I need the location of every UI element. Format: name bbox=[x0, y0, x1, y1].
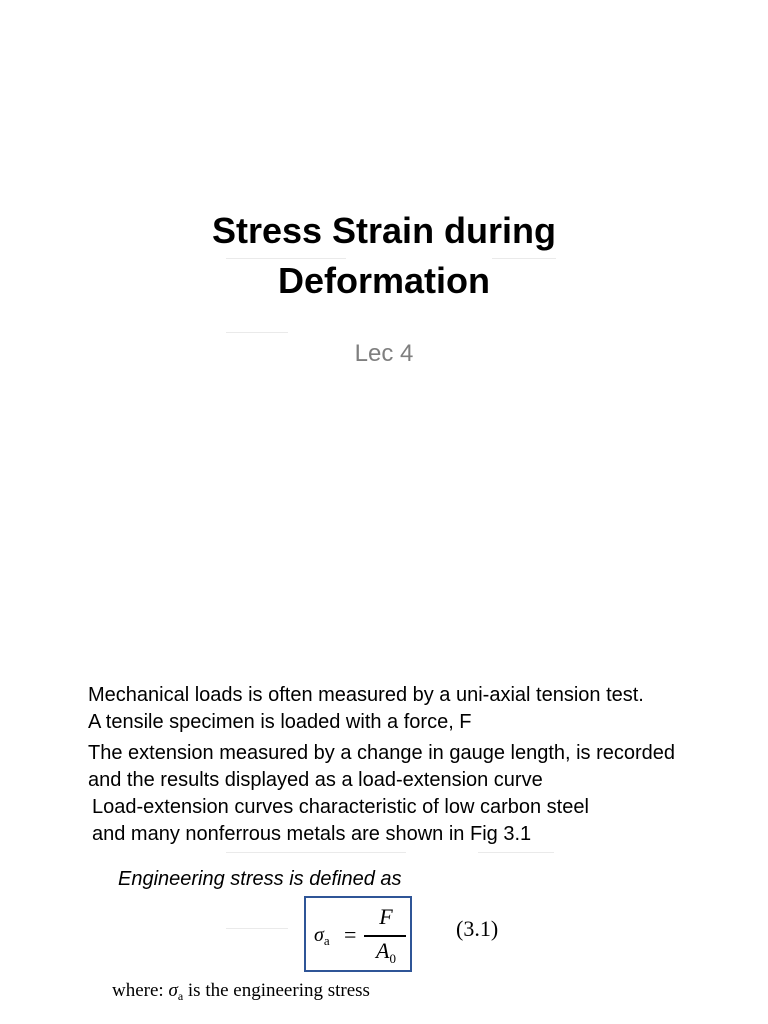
body-paragraph: and many nonferrous metals are shown in Fig 3.1 bbox=[92, 823, 532, 845]
body-paragraph: Mechanical loads is often measured by a uni-axial tension test. bbox=[88, 684, 644, 706]
placeholder-artifact bbox=[478, 852, 554, 853]
slide-title bbox=[0, 206, 768, 306]
placeholder-artifact bbox=[226, 928, 288, 929]
body-paragraph: The extension measured by a change in gauge length, is recorded bbox=[88, 742, 676, 764]
body-paragraph: A tensile specimen is loaded with a force, F bbox=[88, 711, 472, 733]
placeholder-artifact bbox=[492, 258, 556, 259]
placeholder-artifact bbox=[226, 332, 288, 333]
fraction-bar bbox=[364, 935, 406, 937]
where-symbol: σ bbox=[168, 980, 178, 1001]
equation-denominator-subscript: 0 bbox=[389, 951, 396, 966]
slide-subtitle: Lec 4 bbox=[354, 340, 414, 367]
where-prefix: where: bbox=[112, 980, 164, 1001]
equation-denominator-symbol: A bbox=[376, 938, 390, 963]
where-subscript: a bbox=[177, 989, 184, 1003]
equation-box bbox=[304, 896, 412, 972]
placeholder-artifact bbox=[226, 258, 346, 259]
engineering-stress-intro: Engineering stress is defined as bbox=[118, 868, 402, 890]
slide-title-line1: Stress Strain during bbox=[211, 210, 557, 251]
equation-lhs bbox=[314, 924, 330, 949]
content-slide bbox=[0, 520, 768, 1024]
equation-lhs-symbol: σ bbox=[314, 924, 324, 946]
equation-denominator bbox=[366, 938, 406, 967]
equation-lhs-subscript: a bbox=[323, 933, 330, 948]
equation-number: (3.1) bbox=[456, 916, 499, 941]
equation-equals: = bbox=[344, 922, 357, 947]
where-definition bbox=[112, 978, 370, 1009]
equation-numerator: F bbox=[379, 904, 393, 929]
placeholder-artifact bbox=[226, 852, 406, 853]
where-suffix: is the engineering stress bbox=[187, 980, 370, 1001]
body-paragraph: and the results displayed as a load-extension curve bbox=[88, 769, 543, 791]
body-paragraph: Load-extension curves characteristic of low carbon steel bbox=[92, 796, 589, 818]
slide-title-line2: Deformation bbox=[277, 260, 490, 301]
